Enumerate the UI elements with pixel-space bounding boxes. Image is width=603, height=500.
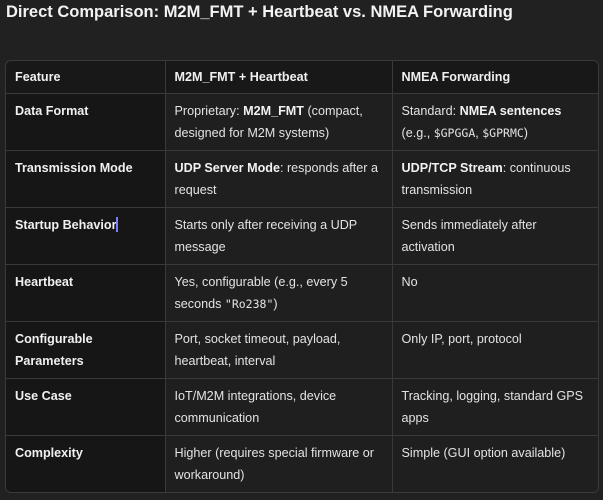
table-row (6, 207, 598, 264)
cell-text: , (475, 125, 483, 140)
column-header-feature: Feature (6, 61, 165, 93)
table-row (6, 435, 598, 492)
cell-text: : responds after a request (174, 160, 378, 197)
cell-text: Starts only after receiving a UDP message (174, 217, 357, 254)
cell-m2m (165, 378, 392, 435)
section-heading: Direct Comparison: M2M_FMT + Heartbeat vs. NMEA Forwarding (6, 3, 513, 21)
cell-m2m (165, 207, 392, 264)
comparison-table (5, 60, 599, 493)
inline-code: $GPRMC (482, 125, 524, 140)
cell-feature (6, 93, 165, 150)
cell-m2m (165, 264, 392, 321)
cell-text: IoT/M2M integrations, device communication (174, 388, 337, 425)
cell-feature (6, 207, 165, 264)
cell-feature (6, 378, 165, 435)
table-row (6, 264, 598, 321)
cell-nmea (392, 150, 598, 207)
cell-nmea (392, 435, 598, 492)
cell-m2m (165, 93, 392, 150)
cell-m2m (165, 435, 392, 492)
table-row (6, 378, 598, 435)
cell-nmea (392, 264, 598, 321)
bold-text: UDP/TCP Stream (401, 160, 503, 175)
cell-text: Port, socket timeout, payload, heartbeat, interval (174, 331, 341, 368)
cell-text: Sends immediately after activation (401, 217, 537, 254)
cell-text: ) (523, 125, 528, 140)
inline-code: $GPGGA (433, 125, 476, 140)
cell-text: Configurable Parameters (15, 331, 93, 368)
bold-text: UDP Server Mode (174, 160, 280, 175)
cell-text: ) (273, 296, 278, 311)
cell-text: Simple (GUI option available) (401, 445, 566, 460)
bold-text: NMEA sentences (459, 103, 562, 118)
table-row (6, 93, 598, 150)
column-header-m2m: M2M_FMT + Heartbeat (165, 61, 392, 93)
cell-text: No (401, 274, 418, 289)
text-cursor (116, 217, 118, 232)
cell-feature (6, 150, 165, 207)
cell-text: (e.g., (401, 125, 434, 140)
cell-text: Proprietary: (174, 103, 244, 118)
table-row (6, 321, 598, 378)
cell-m2m (165, 150, 392, 207)
cell-text: Tracking, logging, standard GPS apps (401, 388, 584, 425)
inline-code: "Ro238" (224, 296, 274, 311)
cell-text: Higher (requires special firmware or workaround) (174, 445, 374, 482)
cell-feature (6, 264, 165, 321)
cell-nmea (392, 321, 598, 378)
column-header-nmea: NMEA Forwarding (392, 61, 598, 93)
cell-text: Startup Behavior (15, 217, 117, 232)
cell-text: Use Case (15, 388, 72, 403)
cell-text: (compact, designed for M2M systems) (174, 103, 363, 140)
cell-nmea (392, 93, 598, 150)
cell-text: Standard: (401, 103, 460, 118)
cell-m2m (165, 321, 392, 378)
cell-text: Only IP, port, protocol (401, 331, 522, 346)
table-header-row (6, 61, 598, 93)
cell-feature (6, 435, 165, 492)
cell-nmea (392, 207, 598, 264)
cell-feature (6, 321, 165, 378)
table-row (6, 150, 598, 207)
cell-text: Complexity (15, 445, 83, 460)
cell-text: Transmission Mode (15, 160, 133, 175)
cell-text: Data Format (15, 103, 89, 118)
cell-nmea (392, 378, 598, 435)
bold-text: M2M_FMT (243, 103, 304, 118)
cell-text: Heartbeat (15, 274, 74, 289)
cell-text: : continuous transmission (401, 160, 571, 197)
cell-text: Yes, configurable (e.g., every 5 seconds (174, 274, 348, 311)
